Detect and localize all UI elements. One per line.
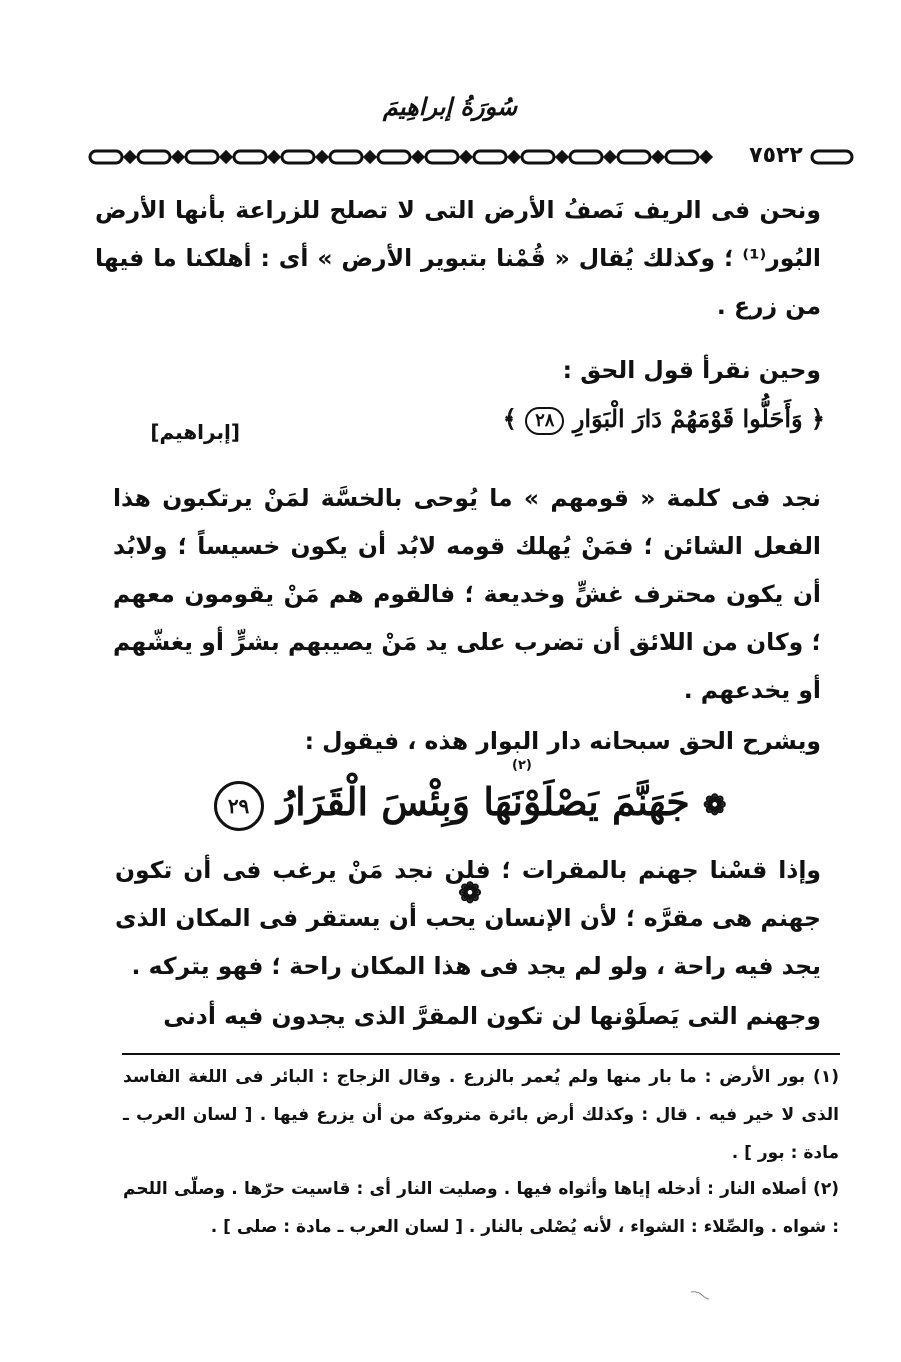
verse-reference: [إبراهيم] [150, 420, 240, 444]
paragraph: وحين نقرأ قول الحق : [562, 356, 821, 384]
page-number: ٧٥٢٢ [745, 142, 807, 170]
flower-ornament-icon: ❁ [702, 788, 727, 822]
ayah-number-circle: ٢٩ [214, 781, 264, 831]
footnote: (١) بور الأرض : ما بار منها ولم يُعمر بالزرع . وقال الزجاج : البائر فى اللغة الفاسد الذى لا خير فيه . قال : وكذلك أرض بائرة متروكة من أن يزرع فيها . [ لسان العرب ـ مادة : بور ] . [123, 1067, 839, 1163]
ayah-number-badge: ٢٨ [525, 407, 564, 435]
quran-verse-calligraphy [200, 760, 740, 909]
scan-artifact [690, 1290, 710, 1300]
verse-text: ﴿ وَأَحَلُّوا قَوْمَهُمْ دَارَ الْبَوَارِ [572, 404, 825, 433]
quran-verse [305, 398, 825, 440]
footnote-divider [122, 1053, 840, 1055]
ornamental-chain-rule [86, 140, 858, 174]
footnote: (٢) أصلاه النار : أدخله إياها وأثواه فيها . وصليت النار أى : قاسيت حرّها . وصلّى اللحم : شواه . والصِّلاء : الشواء ، لأنه يُصْلى بالنار . [ لسان العرب ـ مادة : صلى ] . [123, 1179, 839, 1237]
paragraph: ونحن فى الريف نَصفُ الأرض التى لا تصلح للزراعة بأنها الأرض البُور⁽¹⁾ ؛ وكذلك يُقال « قُمْنا بتبوير الأرض » أى : أهلكنا ما فيها من زرع . [95, 196, 821, 320]
flower-ornament-icon: ❁ [458, 876, 482, 909]
verse-close-bracket: ﴾ [502, 404, 517, 433]
surah-title: سُورَةُ إبراهِيمَ [382, 92, 518, 121]
footnote-marker: (٢) [512, 758, 532, 773]
paragraph: وإذا قسْنا جهنم بالمقرات ؛ فلن نجد مَنْ يرغب فى أن تكون جهنم هى مقرَّه ؛ لأن الإنسان يحب أن يستقر فى المكان الذى يجد فيه راحة ، ولو لم يجد فى هذا المكان راحة ؛ فهو يتركه . [115, 856, 821, 980]
paragraph: ويشرح الحق سبحانه دار البوار هذه ، فيقول : [304, 727, 821, 755]
paragraph: نجد فى كلمة « قومهم » ما يُوحى بالخسَّة لمَنْ يرتكبون هذا الفعل الشائن ؛ فمَنْ يُهلك قومه لابُد أن يكون خسيساً ؛ ولابُد أن يكون محترف غشٍّ وخديعة ؛ فالقوم هم مَنْ يقومون معهم ؛ وكان من اللائق أن تضرب على يد مَنْ يصيبهم بشرٍّ أو يغشّهم أو يخدعهم . [113, 484, 821, 704]
paragraph: وجهنم التى يَصلَوْنها لن تكون المقرَّ الذى يجدون فيه أدنى [163, 1002, 821, 1030]
verse-text: جَهَنَّمَ يَصْلَوْنَهَا وَبِئْسَ الْقَرَارُ [276, 779, 690, 824]
